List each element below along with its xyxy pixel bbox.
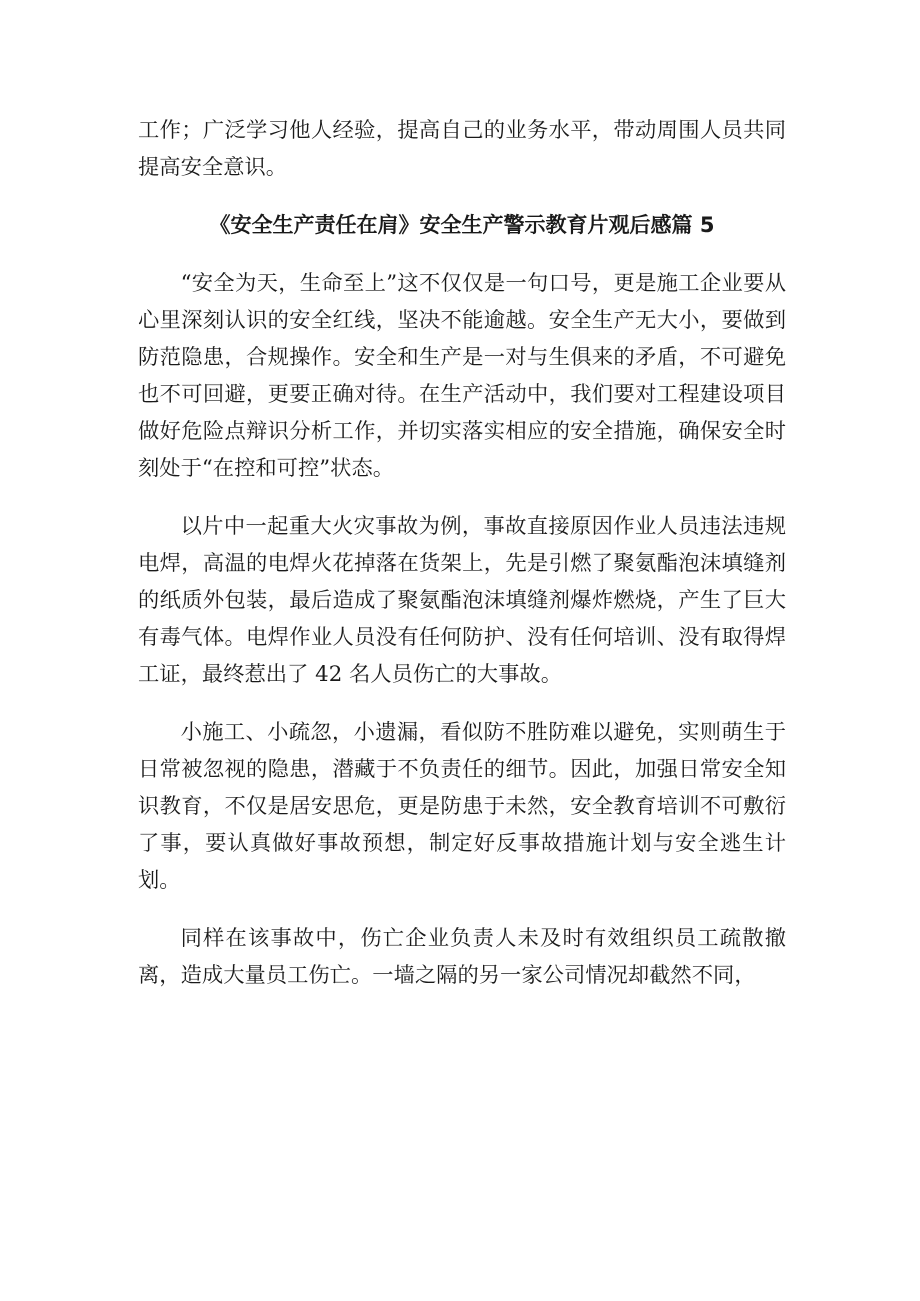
body-paragraph-2: 以片中一起重大火灾事故为例，事故直接原因作业人员违法违规电焊，高温的电焊火花掉落在货架上，先是引燃了聚氨酯泡沫填缝剂的纸质外包装，最后造成了聚氨酯泡沫填缝剂爆炸燃烧，产生了巨大有毒气体。电焊作业人员没有任何防护、没有任何培训、没有取得焊工证，最终惹出了 42 名人员伤亡的大事故。 [138,514,786,687]
section-heading: 《安全生产责任在肩》安全生产警示教育片观后感篇 5 [209,213,715,237]
continuation-paragraph: 工作；广泛学习他人经验，提高自己的业务水平，带动周围人员共同提高安全意识。 [138,118,786,180]
body-paragraph-3: 小施工、小疏忽，小遗漏，看似防不胜防难以避免，实则萌生于日常被忽视的隐患，潜藏于不负责任的细节。因此，加强日常安全知识教育，不仅是居安思危，更是防患于未然，安全教育培训不可敷衍了事，要认真做好事故预想，制定好反事故措施计划与安全逃生计划。 [138,720,786,893]
body-paragraph-4: 同样在该事故中，伤亡企业负责人未及时有效组织员工疏散撤离，造成大量员工伤亡。一墙之隔的另一家公司情况却截然不同， [138,926,786,988]
document-body [138,112,786,994]
body-paragraph-1: “安全为天，生命至上”这不仅仅是一句口号，更是施工企业要从心里深刻认识的安全红线，坚决不能逾越。安全生产无大小，要做到防范隐患，合规操作。安全和生产是一对与生俱来的矛盾，不可避免也不可回避，更要正确对待。在生产活动中，我们要对工程建设项目做好危险点辩识分析工作，并切实落实相应的安全措施，确保安全时刻处于“在控和可控”状态。 [138,271,786,481]
